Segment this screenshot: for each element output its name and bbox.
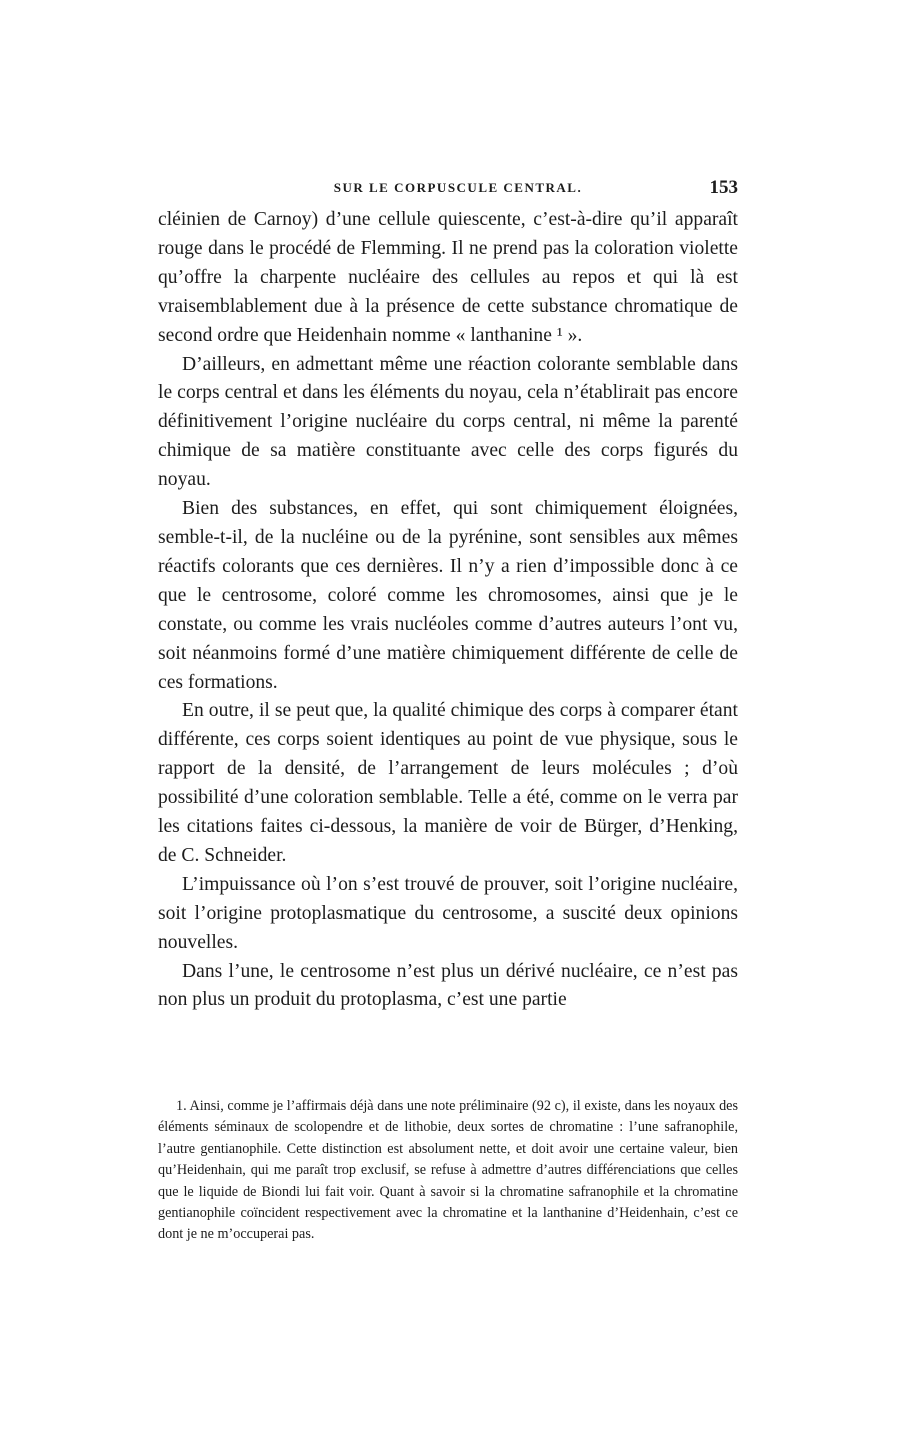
paragraph: Bien des substances, en effet, qui sont chimiquement éloignées, semble-t-il, de la nucléine ou de la pyrénine, sont sensibles aux mêmes réactifs colorants que ces dernières. Il n’y a rien d’impossible donc à ce que le centrosome, coloré comme les chromosomes, ainsi que je le constate, ou comme les vrais nucléoles comme d’autres auteurs l’ont vu, soit néanmoins formé d’une matière chimiquement différente de celle de ces formations. — [158, 498, 738, 693]
footnotes — [158, 1096, 738, 1246]
paragraph-continued: cléinien de Carnoy) d’une cellule quiescente, c’est-à-dire qu’il apparaît rouge dans le procédé de Flemming. Il ne prend pas la coloration violette qu’offre la charpente nucléaire des cellules au repos et qui là est vraisemblablement due à la présence de cette substance chromatique de second ordre que Heidenhain nomme « lanthanine ¹ ». — [158, 209, 738, 346]
page-number: 153 — [709, 177, 738, 198]
page-header — [158, 177, 738, 204]
footnote: 1. Ainsi, comme je l’affirmais déjà dans une note préliminaire (92 c), il existe, dans les noyaux des éléments séminaux de scolopendre et de lithobie, deux sortes de chromatine : l’une safranophile, l’autre gentianophile. Cette distinction est absolument nette, et doit avoir une certaine valeur, bien qu’Heidenhain, qui me paraît trop exclusif, se refuse à admettre d’autres différenciations que celles que le liquide de Biondi lui fait voir. Quant à savoir si la chromatine safranophile et la chromatine gentianophile coïncident respectivement avec la chromatine et la lanthanine d’Heidenhain, c’est ce dont je ne m’occuperai pas. — [158, 1098, 738, 1243]
running-head: SUR LE CORPUSCULE CENTRAL. — [333, 180, 583, 195]
paragraph: Dans l’une, le centrosome n’est plus un dérivé nucléaire, ce n’est pas non plus un produit du protoplasma, c’est une partie — [158, 960, 738, 1011]
body-text — [158, 206, 738, 1015]
paragraph: D’ailleurs, en admettant même une réaction colorante semblable dans le corps central et dans les éléments du noyau, cela n’établirait pas encore définitivement l’origine nucléaire du corps central, ni même la parenté chimique de sa matière constituante avec celle des corps figurés du noyau. — [158, 353, 738, 491]
paragraph: En outre, il se peut que, la qualité chimique des corps à comparer étant différente, ces corps soient identiques au point de vue physique, sous le rapport de la densité, de l’arrangement de leurs molécules ; d’où possibilité d’une coloration semblable. Telle a été, comme on le verra par les citations faites ci-dessous, la manière de voir de Bürger, d’Henking, de C. Schneider. — [158, 700, 738, 866]
paragraph: L’impuissance où l’on s’est trouvé de prouver, soit l’origine nucléaire, soit l’origine protoplasmatique du centrosome, a suscité deux opinions nouvelles. — [158, 873, 738, 953]
